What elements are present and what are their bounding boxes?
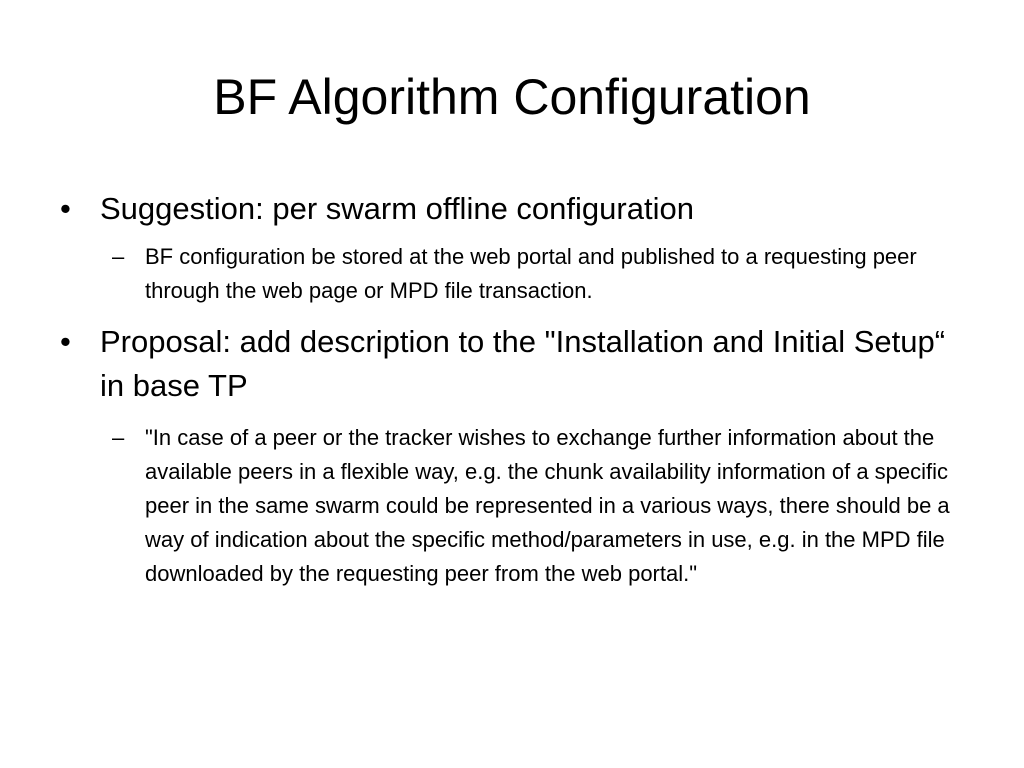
dash-icon: – (112, 244, 125, 269)
sub-bullet-item-quote (112, 421, 962, 591)
bullet-text: Proposal: add description to the "Installation and Initial Setup“ in base TP (100, 324, 946, 403)
slide-title: BF Algorithm Configuration (213, 69, 811, 125)
bullet-icon: • (60, 324, 71, 359)
sub-bullet-text: "In case of a peer or the tracker wishes to exchange further information about the available peers in a flexible way, e.g. the chunk availability information of a specific peer in the same swarm could be represented in a various ways, there should be a way of indication about the specific method/parameters in use, e.g. in the MPD file downloaded by the requesting peer from the web portal." (145, 425, 950, 586)
sub-bullet-item-bf-configuration (112, 240, 962, 308)
bullet-icon: • (60, 191, 71, 226)
bullet-item-suggestion (60, 187, 950, 231)
sub-bullet-text: BF configuration be stored at the web portal and published to a requesting peer through the web page or MPD file transaction. (145, 244, 917, 303)
bullet-item-proposal (60, 320, 950, 408)
dash-icon: – (112, 425, 125, 450)
bullet-text: Suggestion: per swarm offline configuration (100, 191, 694, 226)
